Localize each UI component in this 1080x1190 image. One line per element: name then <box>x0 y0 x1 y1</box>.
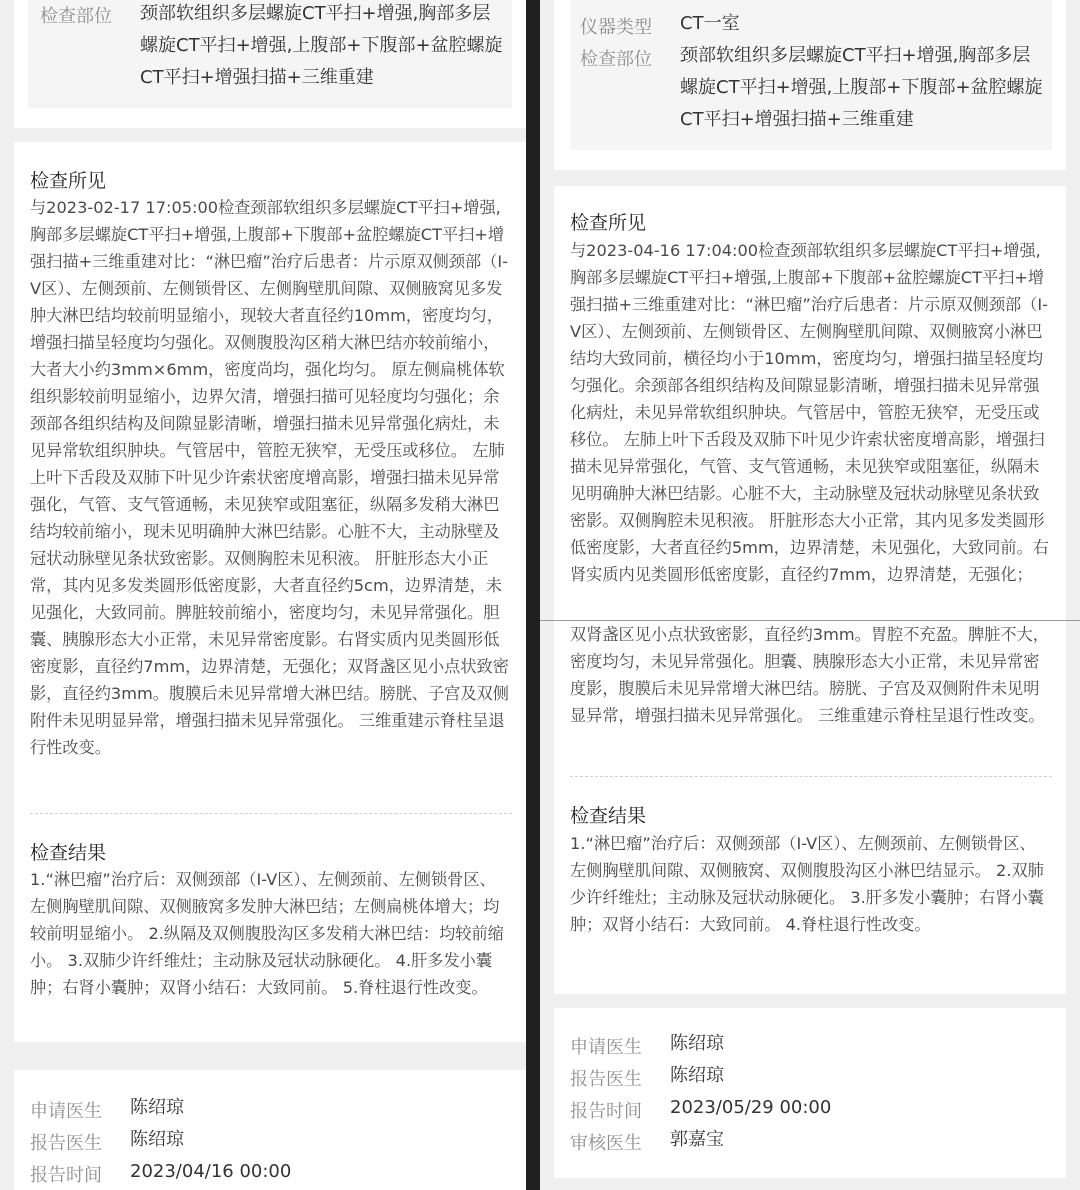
report-time-label: 报告时间 <box>30 1165 102 1186</box>
exam-site-value: 颈部软组织多层螺旋CT平扫+增强,胸部多层螺旋CT平扫+增强,上腹部+下腹部+盆腔螺旋CT平扫+增强扫描+三维重建 <box>680 45 1043 130</box>
findings-text: 与2023-02-17 17:05:00检查颈部软组织多层螺旋CT平扫+增强,胸部多层螺旋CT平扫+增强,上腹部+下腹部+盆腔螺旋CT平扫+增强扫描+三维重建对比：“淋巴瘤”治疗后患者：片示原双侧颈部（I-V区）、左侧颈前、左侧锁骨区、左侧胸壁肌间隙、双侧腋窝见多发肿大淋巴结均较前明显缩小，现较大者直径约10mm，密度均匀，增强扫描呈轻度均匀强化。双侧腹股沟区稍大淋巴结亦较前缩小，大者大小约3mm×6mm，密度尚均，强化均匀。 原左侧扁桃体软组织影较前明显缩小，边界欠清，增强扫描可见轻度均匀强化；余颈部各组织结构及间隙显影清晰，增强扫描未见异常强化病灶，未见异常软组织肿块。气管居中，管腔无狭窄，无受压或移位。 左肺上叶下舌段及双肺下叶见少许索状密度增高影，增强扫描未见异常强化，气管、支气管通畅，未见狭窄或阻塞征，纵隔多发稍大淋巴结均较前缩小，现未见明确肿大淋巴结影。心脏不大，主动脉壁及冠状动脉壁见条状致密影。双侧胸腔未见积液。 肝脏形态大小正常，其内见多发类圆形低密度影，大者直径约5cm，边界清楚，未见强化，大致同前。脾脏较前缩小，密度均匀，未见异常强化。胆囊、胰腺形态大小正常，未见异常密度影。右肾实质内见类圆形低密度影，直径约7mm，边界清楚，无强化；双肾盏区见小点状致密影，直径约3mm。腹膜后未见异常增大淋巴结。膀胱、子宫及双侧附件未见明显异常，增强扫描未见异常强化。 三维重建示脊柱呈退行性改变。 <box>30 198 509 757</box>
doctor-info-card <box>554 1008 1066 1178</box>
result-text: 1.“淋巴瘤”治疗后：双侧颈部（I-V区）、左侧颈前、左侧锁骨区、左侧胸壁肌间隙、双侧腋窝多发肿大淋巴结；左侧扁桃体增大；均较前明显缩小。 2.纵隔及双侧腹股沟区多发稍大淋巴结：均较前缩小。 3.双肺少许纤维灶；主动脉及冠状动脉硬化。 4.肝多发小囊肿；右肾小囊肿；双肾小结石：大致同前。 5.脊柱退行性改变。 <box>30 870 504 997</box>
findings-text-top: 与2023-04-16 17:04:00检查颈部软组织多层螺旋CT平扫+增强,胸部多层螺旋CT平扫+增强,上腹部+下腹部+盆腔螺旋CT平扫+增强扫描+三维重建对比：“淋巴瘤”治疗后患者：片示原双侧颈部（I-V区）、左侧颈前、左侧锁骨区、左侧胸壁肌间隙、双侧腋窝小淋巴结均大致同前，横径均小于10mm，密度均匀，增强扫描呈轻度均匀强化。余颈部各组织结构及间隙显影清晰，增强扫描未见异常强化病灶，未见异常软组织肿块。气管居中，管腔无狭窄，无受压或移位。 左肺上叶下舌段及双肺下叶见少许索状密度增高影，增强扫描未见异常强化，气管、支气管通畅，未见狭窄或阻塞征，纵隔未见明确肿大淋巴结影。心脏不大，主动脉壁及冠状动脉壁见条状致密影。双侧胸腔未见积液。 肝脏形态大小正常，其内见多发类圆形低密度影，大者直径约5mm，边界清楚，未见强化，大致同前。右肾实质内见类圆形低密度影，直径约7mm，边界清楚，无强化； <box>570 241 1049 584</box>
report-time-value: 2023/05/29 00:00 <box>670 1097 832 1118</box>
result-text: 1.“淋巴瘤”治疗后：双侧颈部（I-V区）、左侧颈前、左侧锁骨区、左侧胸壁肌间隙、双侧腋窝、双侧腹股沟区小淋巴结显示。 2.双肺少许纤维灶；主动脉及冠状动脉硬化。 3.肝多发小囊肿；右肾小囊肿；双肾小结石：大致同前。 4.脊柱退行性改变。 <box>570 834 1044 934</box>
requesting-doctor-label: 申请医生 <box>30 1101 102 1122</box>
instrument-type-value: CT一室 <box>680 13 740 34</box>
exam-site-value: 颈部软组织多层螺旋CT平扫+增强,胸部多层螺旋CT平扫+增强,上腹部+下腹部+盆腔螺旋CT平扫+增强扫描+三维重建 <box>140 3 503 88</box>
reporting-doctor-label: 报告医生 <box>570 1069 642 1090</box>
exam-site-label: 检查部位 <box>40 6 112 27</box>
report-time-label: 报告时间 <box>570 1101 642 1122</box>
findings-title: 检查所见 <box>30 170 107 192</box>
exam-info-box <box>570 0 1052 150</box>
exam-site-label: 检查部位 <box>580 49 652 70</box>
reviewing-doctor-label: 审核医生 <box>570 1133 642 1154</box>
findings-card <box>14 142 526 1042</box>
requesting-doctor-value: 陈绍琼 <box>130 1097 184 1118</box>
findings-card <box>554 186 1066 994</box>
report-time-value: 2023/04/16 00:00 <box>130 1161 292 1182</box>
requesting-doctor-label: 申请医生 <box>570 1037 642 1058</box>
findings-text-bottom: 双肾盏区见小点状致密影，直径约3mm。胃腔不充盈。脾脏不大，密度均匀，未见异常强化。胆囊、胰腺形态大小正常，未见异常密度影，腹膜后未见异常增大淋巴结。膀胱、子宫及双侧附件未见明显异常，增强扫描未见异常强化。 三维重建示脊柱呈退行性改变。 <box>570 625 1049 725</box>
instrument-type-label: 仪器类型 <box>580 17 652 38</box>
result-title: 检查结果 <box>570 805 647 827</box>
findings-title: 检查所见 <box>570 212 647 234</box>
reporting-doctor-value: 陈绍琼 <box>130 1129 184 1150</box>
reviewing-doctor-value: 郭嘉宝 <box>670 1129 724 1150</box>
exam-info-card <box>14 0 526 128</box>
reporting-doctor-label: 报告医生 <box>30 1133 102 1154</box>
exam-info-box <box>28 0 512 108</box>
screenshot-seam <box>540 620 1080 621</box>
right-report-panel <box>540 0 1080 1190</box>
result-title: 检查结果 <box>30 842 107 864</box>
reporting-doctor-value: 陈绍琼 <box>670 1065 724 1086</box>
exam-info-card <box>554 0 1066 170</box>
requesting-doctor-value: 陈绍琼 <box>670 1033 724 1054</box>
doctor-info-card <box>14 1070 526 1190</box>
section-divider <box>30 813 512 814</box>
section-divider <box>570 776 1052 777</box>
